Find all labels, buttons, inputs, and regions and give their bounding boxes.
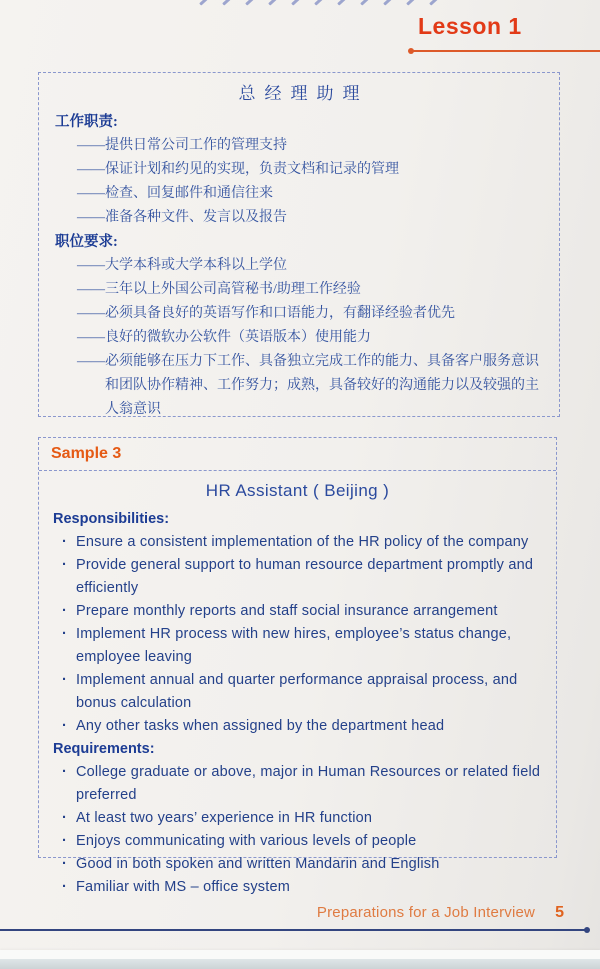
requirement-item-en: · Enjoys communicating with various levels of people xyxy=(53,830,542,853)
requirements-list xyxy=(53,761,542,899)
tick-mark-icon xyxy=(291,0,300,6)
requirement-item-en: · At least two years’ experience in HR function xyxy=(53,807,542,830)
tick-mark-icon xyxy=(222,0,231,6)
tick-mark-icon xyxy=(268,0,277,6)
job-title-cn: 总经理助理 xyxy=(238,84,369,103)
requirement-item-cn: ——良好的微软办公软件（英语版本）使用能力 xyxy=(77,330,371,345)
responsibility-item-cn: ——检查、回复邮件和通信往来 xyxy=(77,186,273,201)
lesson-heading: Lesson 1 xyxy=(418,13,522,39)
lesson-underline xyxy=(410,50,600,52)
tick-mark-icon xyxy=(199,0,208,6)
responsibility-item-en: · Implement HR process with new hires, employee’s status change, employee leaving xyxy=(53,623,542,669)
page-edge-marks xyxy=(202,0,435,6)
requirement-item-cn: ——大学本科或大学本科以上学位 xyxy=(77,258,287,273)
responsibility-item-cn: ——提供日常公司工作的管理支持 xyxy=(77,138,287,153)
footer-chapter-title: Preparations for a Job Interview xyxy=(316,904,536,921)
tick-mark-icon xyxy=(337,0,346,6)
requirement-item-en: · Familiar with MS – office system xyxy=(53,876,542,899)
tick-mark-icon xyxy=(360,0,369,6)
requirements-heading-cn: 职位要求: xyxy=(55,234,118,250)
sample-body xyxy=(39,471,556,899)
page-bottom-highlight xyxy=(0,950,600,959)
rule-start-dot xyxy=(408,48,414,54)
requirement-item-cn: ——必须具备良好的英语写作和口语能力，有翻译经验者优先 xyxy=(77,306,455,321)
sample-label: Sample 3 xyxy=(51,445,122,462)
job-posting-box-cn xyxy=(38,72,560,417)
responsibility-item-en: · Any other tasks when assigned by the department head xyxy=(53,715,542,738)
responsibility-item-cn: ——保证计划和约见的实现，负责文档和记录的管理 xyxy=(77,162,399,177)
requirements-heading-en: Requirements: xyxy=(53,741,155,757)
page-footer xyxy=(317,904,564,922)
responsibility-item-en: · Provide general support to human resource department promptly and efficiently xyxy=(53,554,542,600)
tick-mark-icon xyxy=(245,0,254,6)
requirement-item-en: · College graduate or above, major in Human Resources or related field preferred xyxy=(53,761,542,807)
tick-mark-icon xyxy=(314,0,323,6)
scan-edge-strip xyxy=(0,959,600,969)
sample-box xyxy=(38,437,557,895)
job-title-en: HR Assistant ( Beijing ) xyxy=(205,481,390,500)
responsibility-item-cn: ——准备各种文件、发言以及报告 xyxy=(77,210,287,225)
requirement-item-cn: ——三年以上外国公司高管秘书/助理工作经验 xyxy=(77,282,361,297)
footer-rule xyxy=(0,929,588,931)
sample-header xyxy=(39,438,556,471)
responsibility-item-en: · Prepare monthly reports and staff social insurance arrangement xyxy=(53,600,542,623)
tick-mark-icon xyxy=(406,0,415,6)
page-number: 5 xyxy=(555,904,564,921)
tick-mark-icon xyxy=(429,0,438,6)
responsibility-item-en: · Implement annual and quarter performance appraisal process, and bonus calculation xyxy=(53,669,542,715)
responsibility-item-en: · Ensure a consistent implementation of the HR policy of the company xyxy=(53,531,542,554)
tick-mark-icon xyxy=(383,0,392,6)
requirement-item-cn: ——必须能够在压力下工作、具备独立完成工作的能力、具备客户服务意识和团队协作精神、工作努力；成熟，具备较好的沟通能力以及较强的主人翁意识 xyxy=(77,354,539,417)
requirement-item-en: · Good in both spoken and written Mandarin and English xyxy=(53,853,542,876)
rule-end-dot xyxy=(584,927,590,933)
responsibilities-heading-cn: 工作职责: xyxy=(55,114,118,130)
responsibilities-heading-en: Responsibilities: xyxy=(53,511,170,527)
responsibilities-list xyxy=(53,531,542,738)
